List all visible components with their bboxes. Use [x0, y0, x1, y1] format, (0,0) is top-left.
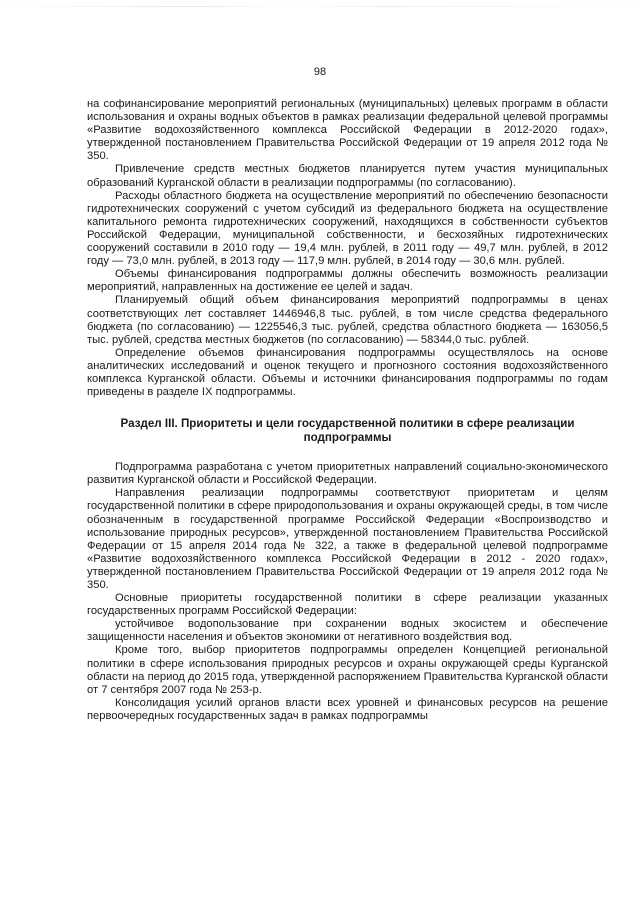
- document-body: [87, 98, 608, 723]
- paragraph: Направления реализации подпрограммы соответствуют приоритетам и целям государственной политики в сфере природопользования и охраны окружающей среды, в том числе обозначенным в государственной программе Российской Федерации «Воспроизводство и использование природных ресурсов», утвержденной постановлением Правительства Российской Федерации от 15 апреля 2014 года № 322, а также в федеральной целевой подпрограмме «Развитие водохозяйственного комплекса Российской Федерации в 2012 - 2020 годах», утвержденной постановлением Правительства Российской Федерации от 19 апреля 2012 года № 350.: [87, 487, 608, 591]
- paragraph: на софинансирование мероприятий региональных (муниципальных) целевых программ в области использования и охраны водных объектов в рамках реализации федеральной целевой программы «Развитие водохозяйственного комплекса Российской Федерации в 2012-2020 годах», утвержденной постановлением Правительства Российской Федерации от 19 апреля 2012 года № 350.: [87, 98, 608, 163]
- paragraph: Консолидация усилий органов власти всех уровней и финансовых ресурсов на решение первоочередных государственных задач в рамках подпрограммы: [87, 696, 608, 722]
- spacer: [87, 452, 608, 461]
- paragraph: Подпрограмма разработана с учетом приоритетных направлений социально-экономического развития Курганской области и Российской Федерации.: [87, 461, 608, 487]
- paragraph: Расходы областного бюджета на осуществление мероприятий по обеспечению безопасности гидротехнических сооружений с учетом субсидий из федерального бюджета на осуществление капитального ремонта гидротехнических сооружений, находящихся в собственности субъектов Российской Федерации, муниципальной собственности, и бесхозяйных гидротехнических сооружений составили в 2010 году — 19,4 млн. рублей, в 2011 году — 49,7 млн. рублей, в 2012 году — 73,0 млн. рублей, в 2013 году — 117,9 млн. рублей, в 2014 году — 30,6 млн. рублей.: [87, 189, 608, 268]
- paragraph: Кроме того, выбор приоритетов подпрограммы определен Концепцией региональной политики в сфере использования природных ресурсов и охраны окружающей среды Курганской области на период до 2015 года, утвержденной распоряжением Правительства Курганской области от 7 сентября 2007 года № 253-р.: [87, 644, 608, 696]
- paragraph: устойчивое водопользование при сохранении водных экосистем и обеспечение защищенности населения и объектов экономики от негативного воздействия вод.: [87, 618, 608, 644]
- paragraph: Привлечение средств местных бюджетов планируется путем участия муниципальных образований Курганской области в реализации подпрограммы (по согласованию).: [87, 163, 608, 189]
- paragraph: Определение объемов финансирования подпрограммы осуществлялось на основе аналитических исследований и оценок текущего и прогнозного состояния водохозяйственного комплекса Курганской области. Объемы и источники финансирования подпрограммы по годам приведены в разделе IX подпрограммы.: [87, 346, 608, 399]
- page-number: 98: [313, 66, 327, 78]
- paragraph: Планируемый общий объем финансирования мероприятий подпрограммы в ценах соответствующих лет составляет 1446946,8 тыс. рублей, в том числе средства федерального бюджета (по согласованию) — 1225546,3 тыс. рублей, средства областного бюджета — 163056,5 тыс. рублей, средства местных бюджетов (по согласованию) — 58344,0 тыс. рублей.: [87, 294, 608, 346]
- scan-artifact-top: [0, 6, 640, 7]
- paragraph: Основные приоритеты государственной политики в сфере реализации указанных государственных программ Российской Федерации:: [87, 592, 608, 618]
- paragraphs-after-heading: [87, 461, 608, 723]
- spacer: [87, 399, 608, 408]
- section-heading: Раздел III. Приоритеты и цели государственной политики в сфере реализации подпрограммы: [120, 417, 575, 445]
- paragraphs-before-heading: [87, 98, 608, 399]
- paragraph: Объемы финансирования подпрограммы должны обеспечить возможность реализации мероприятий, направленных на достижение ее целей и задач.: [87, 268, 608, 294]
